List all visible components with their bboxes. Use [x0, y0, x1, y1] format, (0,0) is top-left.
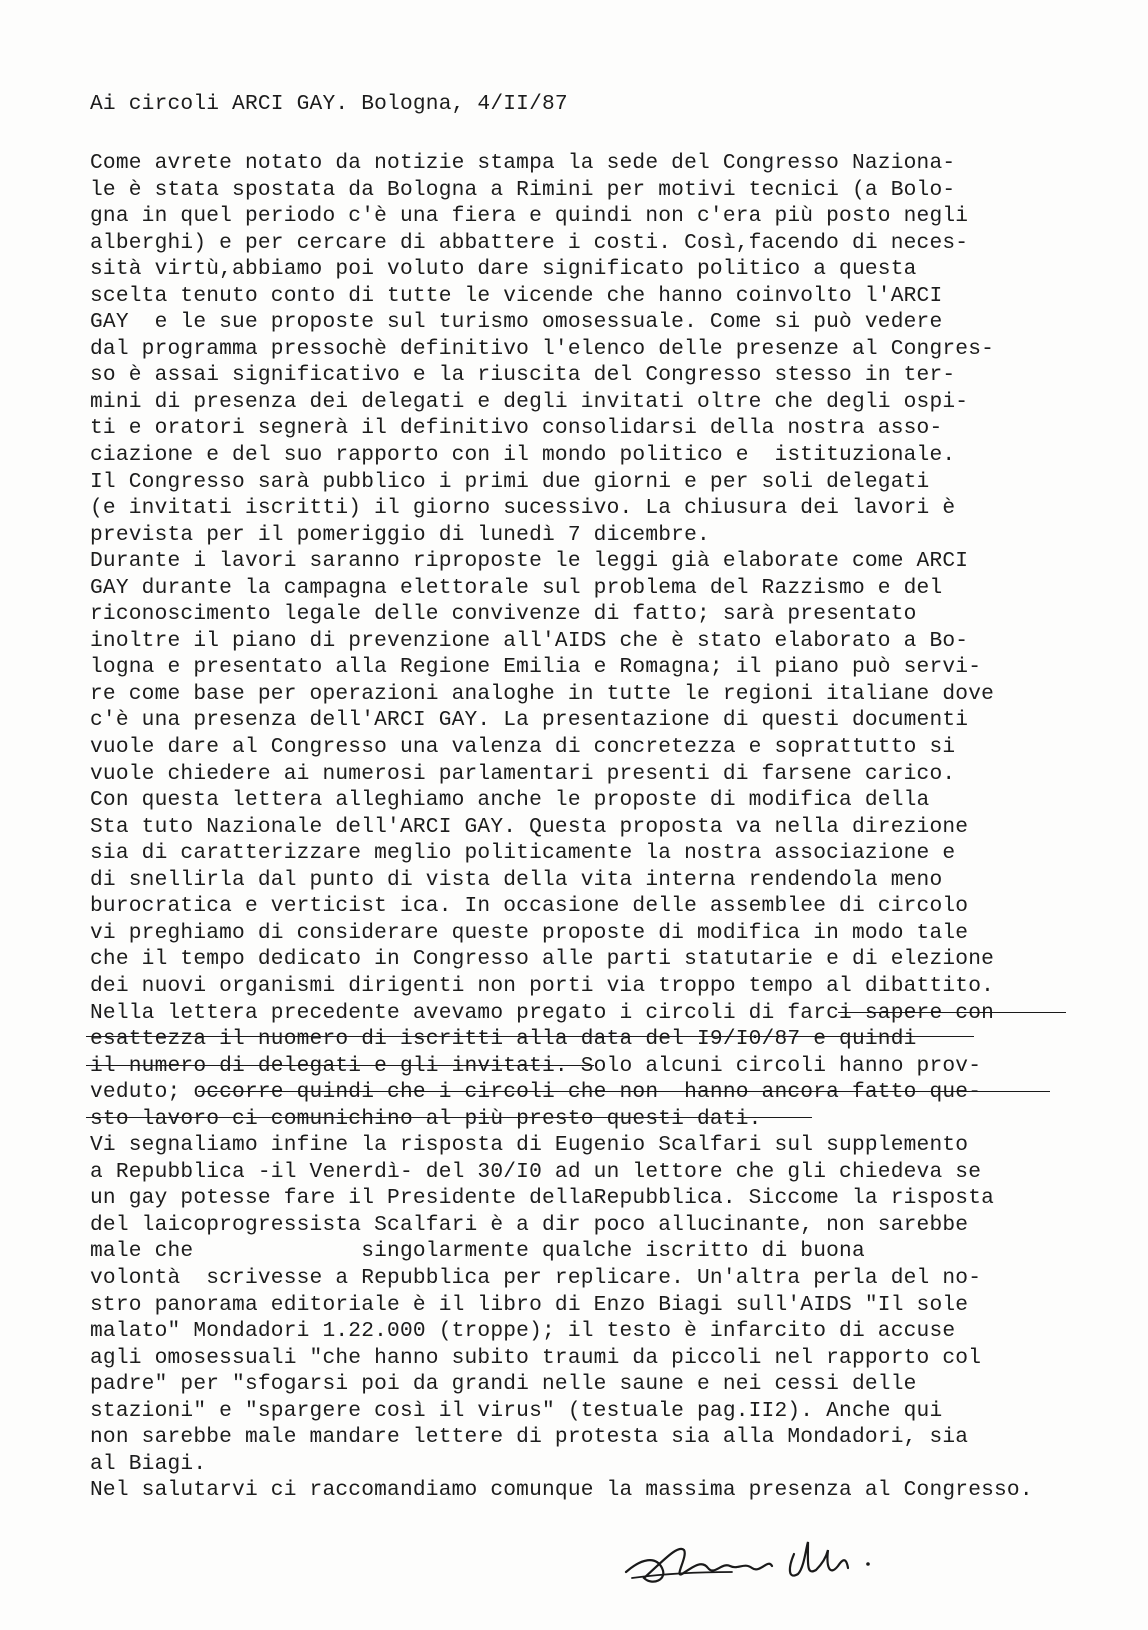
handwritten-underline — [198, 1091, 1050, 1092]
letter-line: padre" per "sfogarsi poi da grandi nelle saune e nei cessi delle — [90, 1372, 917, 1397]
letter-line: vuole dare al Congresso una valenza di concretezza e soprattutto si — [90, 735, 956, 760]
letter-line: gna in quel periodo c'è una fiera e quindi non c'era più posto negli — [90, 204, 969, 229]
letter-line: re come base per operazioni analoghe in tutte le regioni italiane dove — [90, 681, 995, 706]
letter-line: Con questa lettera alleghiamo anche le proposte di modifica della — [90, 788, 930, 813]
letter-line: riconoscimento legale delle convivenze di fatto; sarà presentato — [90, 602, 917, 627]
handwritten-underline — [86, 1065, 594, 1066]
letter-line: GAY durante la campagna elettorale sul problema del Razzismo e del — [90, 575, 943, 600]
letter-line: non sarebbe male mandare lettere di protesta sia alla Mondadori, sia — [90, 1425, 969, 1450]
letter-line: di snellirla dal punto di vista della vita interna rendendola meno — [90, 867, 943, 892]
letter-line: Vi segnaliamo infine la risposta di Eugenio Scalfari sul supplemento — [90, 1133, 969, 1158]
handwritten-underline — [838, 1012, 1066, 1013]
letter-line: Il Congresso sarà pubblico i primi due giorni e per soli delegati — [90, 469, 930, 494]
letter-line: stro panorama editoriale è il libro di Enzo Biagi sull'AIDS "Il sole — [90, 1292, 969, 1317]
letter-line: Nel salutarvi ci raccomandiamo comunque la massima presenza al Congresso. — [90, 1478, 1033, 1503]
letter-line: GAY e le sue proposte sul turismo omosessuale. Come si può vedere — [90, 310, 943, 335]
letter-line: inoltre il piano di prevenzione all'AIDS che è stato elaborato a Bo- — [90, 628, 969, 653]
letter-line: volontà scrivesse a Repubblica per replicare. Un'altra perla del no- — [90, 1265, 982, 1290]
letter-line: so è assai significativo e la riuscita del Congresso stesso in ter- — [90, 363, 956, 388]
letter-line: prevista per il pomeriggio di lunedì 7 dicembre. — [90, 522, 710, 547]
letter-line: ti e oratori segnerà il definitivo consolidarsi della nostra asso- — [90, 416, 943, 441]
letter-line: esattezza il nuomero di iscritti alla data del I9/I0/87 e quindi — [90, 1027, 917, 1052]
letter-line: un gay potesse fare il Presidente dellaRepubblica. Siccome la risposta — [90, 1186, 995, 1211]
letter-heading: Ai circoli ARCI GAY. Bologna, 4/II/87 — [90, 92, 568, 116]
letter-line: ciazione e del suo rapporto con il mondo politico e istituzionale. — [90, 443, 956, 468]
letter-line: le è stata spostata da Bologna a Rimini per motivi tecnici (a Bolo- — [90, 177, 956, 202]
letter-line: Nella lettera precedente avevamo pregato i circoli di farci sapere con — [90, 1000, 995, 1025]
handwritten-signature — [622, 1528, 898, 1588]
letter-line: dei nuovi organismi dirigenti non porti via troppo tempo al dibattito. — [90, 973, 995, 998]
letter-line: a Repubblica -il Venerdì- del 30/I0 ad un lettore che gli chiedeva se — [90, 1159, 982, 1184]
letter-line: (e invitati iscritti) il giorno sucessivo. La chiusura dei lavori è — [90, 496, 956, 521]
handwritten-underline — [86, 1117, 812, 1118]
letter-line: Durante i lavori saranno riproposte le leggi già elaborate come ARCI — [90, 549, 969, 574]
letter-line: Come avrete notato da notizie stampa la sede del Congresso Naziona- — [90, 151, 956, 175]
letter-line: sità virtù,abbiamo poi voluto dare significato politico a questa — [90, 257, 917, 282]
letter-line: agli omosessuali "che hanno subito traumi da piccoli nel rapporto col — [90, 1345, 982, 1370]
letter-line: veduto; occorre quindi che i circoli che non hanno ancora fatto que- — [90, 1080, 982, 1105]
letter-line: del laicoprogressista Scalfari è a dir poco allucinante, non sarebbe — [90, 1212, 969, 1237]
letter-line: il numero di delegati e gli invitati. Solo alcuni circoli hanno prov- — [90, 1053, 982, 1078]
letter-line: che il tempo dedicato in Congresso alle parti statutarie e di elezione — [90, 947, 995, 972]
letter-line: c'è una presenza dell'ARCI GAY. La presentazione di questi documenti — [90, 708, 969, 733]
letter-line: al Biagi. — [90, 1451, 207, 1476]
letter-line: vuole chiedere ai numerosi parlamentari presenti di farsene carico. — [90, 761, 956, 786]
letter-body — [90, 150, 1033, 1504]
letter-line: vi preghiamo di considerare queste proposte di modifica in modo tale — [90, 920, 969, 945]
letter-line: sia di caratterizzare meglio politicamente la nostra associazione e — [90, 841, 956, 866]
letter-line: dal programma pressochè definitivo l'elenco delle presenze al Congres- — [90, 336, 995, 361]
letter-line: scelta tenuto conto di tutte le vicende che hanno coinvolto l'ARCI — [90, 283, 943, 308]
letter-line: stazioni" e "spargere così il virus" (testuale pag.II2). Anche qui — [90, 1398, 943, 1423]
handwritten-underline — [86, 1036, 974, 1037]
letter-line: sto lavoro ci comunichino al più presto questi dati. — [90, 1106, 762, 1131]
letter-line: malato" Mondadori 1.22.000 (troppe); il testo è infarcito di accuse — [90, 1319, 956, 1344]
letter-line: alberghi) e per cercare di abbattere i costi. Così,facendo di neces- — [90, 230, 969, 255]
letter-line: burocratica e verticist ica. In occasione delle assemblee di circolo — [90, 894, 969, 919]
letter-line: mini di presenza dei delegati e degli invitati oltre che degli ospi- — [90, 389, 969, 414]
letter-line: male che singolarmente qualche iscritto di buona — [90, 1239, 865, 1264]
letter-line: logna e presentato alla Regione Emilia e Romagna; il piano può servi- — [90, 655, 982, 680]
letter-line: Sta tuto Nazionale dell'ARCI GAY. Questa proposta va nella direzione — [90, 814, 969, 839]
